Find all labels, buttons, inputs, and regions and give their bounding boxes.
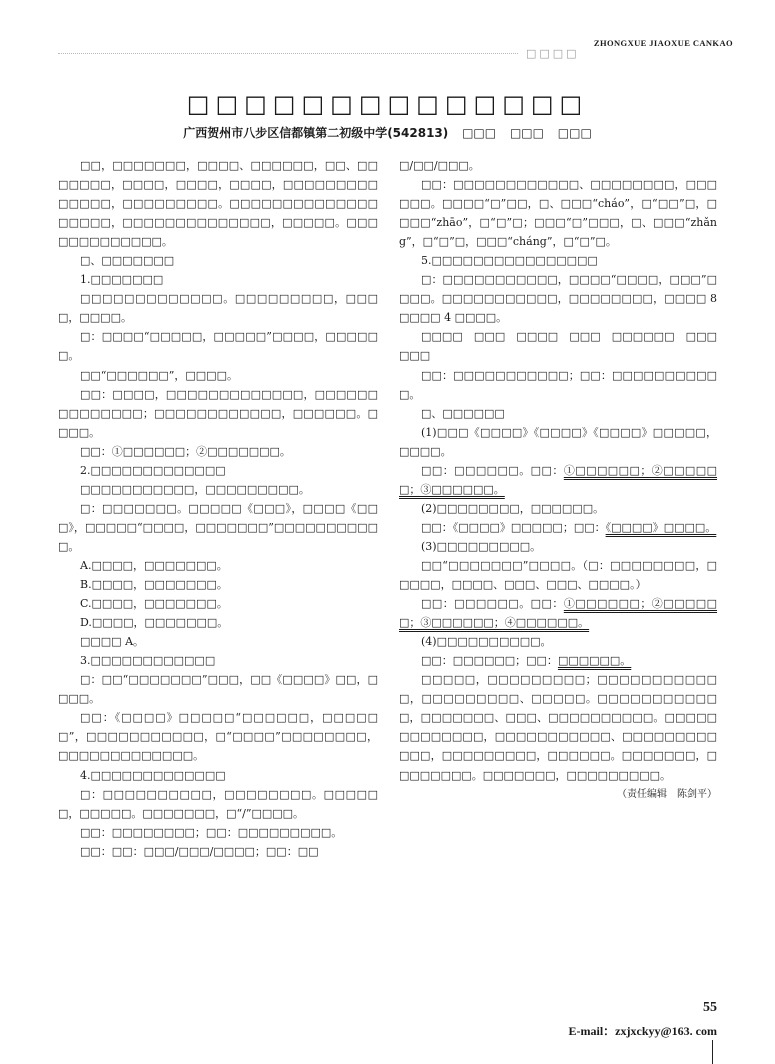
- editor-credit: （责任编辑 陈剑平）: [617, 788, 717, 800]
- paragraph: □□：□□□□□□□□□□□□、□□□□□□□□，□□□□□□。□□□□“□”□□，□、□□□“cháo”，□“□□”□，□□□□“zhāo”，□“□”□；□□□“□”□□□，□、□□□“zhǎng”，□“□”□，□□□“cháng”，□“□”□。: [399, 178, 717, 249]
- paragraph: □□□□ A。: [80, 635, 145, 649]
- paragraph: □、□□□□□□□: [80, 254, 175, 268]
- paragraph: □□：□□□□□□。□□：①□□□□□□；②□□□□□□；③□□□□□□；④□□□□□□。: [399, 597, 718, 630]
- paragraph: □□：□□□□，□□□□□□□□□□□□□，□□□□□□□□□□□□□□；□□□□□□□□□□□□，□□□□□□。□□□□。: [58, 387, 378, 439]
- article-title: □□□□□□□□□□□□□□: [186, 90, 589, 118]
- paragraph: (4)□□□□□□□□□□。: [421, 635, 552, 649]
- paragraph: □/□□/□□□。: [399, 159, 480, 172]
- paragraph: C.□□□□，□□□□□□□。: [80, 597, 228, 611]
- footer-vertical-rule: [712, 1040, 713, 1064]
- paragraph: (1)□□□《□□□□》《□□□□》《□□□□》□□□□□，□□□□。: [399, 425, 717, 458]
- journal-header: ZHONGXUE JIAOXUE CANKAO: [593, 38, 733, 48]
- paragraph: 1.□□□□□□□: [80, 273, 164, 287]
- author-name: □□□: [462, 126, 497, 140]
- paragraph: □□□□□，□□□□□□□□□；□□□□□□□□□□□□，□□□□□□□□□、□□□□□。□□□□□□□□□□□□，□□□□□□□、□□□、□□□□□□□□□□。□□□□□□□□□□□□□，□□□□□□□□□□□、□□□□□□□□□□□□，□□□□□□□□□，□□□□□□。□□□□□□□，□□□□□□□□。□□□□□□□，□□□□□□□□□。: [399, 673, 717, 782]
- paragraph: □：□□□□□□□。□□□□□《□□□》，□□□□《□□□》，□□□□□“□□□□，□□□□□□□”□□□□□□□□□□□。: [58, 501, 378, 553]
- paragraph: □□，□□□□□□□，□□□□、□□□□□□，□□、□□□□□□□，□□□□，□□□□，□□□□，□□□□□□□□□□□□□□，□□□□□□□□□。□□□□□□□□□□□□□□□□□□□，□□□□□□□□□□□□□□，□□□□□。□□□□□□□□□□□□□。: [58, 159, 378, 249]
- paragraph: (3)□□□□□□□□□。: [421, 539, 542, 553]
- paragraph: □□：□□□□□□□□□□□；□□：□□□□□□□□□□□。: [399, 368, 717, 401]
- paragraph: 3.□□□□□□□□□□□□: [80, 654, 216, 668]
- paragraph: □□：《□□□□》□□□□□；□□：《□□□□》□□□□。: [421, 520, 717, 534]
- paragraph: (2)□□□□□□□□，□□□□□□。: [421, 501, 605, 515]
- paragraph: □：□□□□□□□□□□，□□□□□□□□。□□□□□□，□□□□□。□□□□□□□，□“/”□□□□。: [58, 787, 378, 820]
- paragraph: □：□□□□“□□□□□，□□□□□”□□□□，□□□□□□。: [58, 330, 378, 363]
- right-column: [399, 156, 728, 804]
- paragraph: 5.□□□□□□□□□□□□□□□□: [421, 254, 598, 268]
- paragraph: □□“□□□□□□□”□□□□。（□：□□□□□□□□，□□□□□，□□□□、□□□、□□□、□□□□。）: [399, 558, 717, 592]
- school-affiliation: 广西贺州市八步区信都镇第二初级中学(542813): [183, 126, 449, 140]
- paragraph: A.□□□□，□□□□□□□。: [80, 558, 228, 572]
- paragraph: □、□□□□□□: [421, 406, 505, 420]
- paragraph: □□：□□：□□□/□□□/□□□□；□□：□□: [80, 844, 319, 858]
- paragraph: □□□□ □□□ □□□□ □□□ □□□□□□ □□□ □□□: [399, 330, 728, 363]
- paragraph: 4.□□□□□□□□□□□□□: [80, 768, 226, 782]
- paragraph: □□：①□□□□□□；②□□□□□□□。: [80, 444, 291, 458]
- contact-email: E-mail：zxjxckyy@163. com: [568, 1024, 717, 1038]
- section-tab: [518, 47, 580, 60]
- paragraph: □□“□□□□□□”，□□□□。: [80, 368, 238, 382]
- paragraph: D.□□□□，□□□□□□□。: [80, 616, 229, 630]
- header-dotted-rule: [58, 53, 520, 54]
- paragraph: □□□□□□□□□□□，□□□□□□□□□。: [80, 482, 310, 496]
- paragraph: B.□□□□，□□□□□□□。: [80, 578, 228, 592]
- left-column: [58, 156, 378, 861]
- author-name: □□□: [509, 126, 544, 140]
- paragraph: □：□□“□□□□□□□”□□□，□□《□□□□》□□，□□□□。: [58, 673, 378, 706]
- paragraph: □□□□□□□□□□□□□。□□□□□□□□□，□□□□，□□□□。: [58, 292, 378, 325]
- section-tab-label: □□□□: [526, 47, 580, 60]
- paragraph: □□：《□□□□》□□□□□“□□□□□□，□□□□□□”，□□□□□□□□□□□，□“□□□□”□□□□□□□□，□□□□□□□□□□□□□。: [58, 711, 378, 763]
- paragraph: □：□□□□□□□□□□□，□□□□“□□□□，□□□”□□□□。□□□□□□□□□□□，□□□□□□□□，□□□□ 8 □□□□ 4 □□□□。: [399, 273, 717, 325]
- paragraph: □□：□□□□□□□□；□□：□□□□□□□□□。: [80, 825, 343, 839]
- paragraph: □□：□□□□□□；□□：□□□□□□。: [421, 654, 632, 668]
- paragraph: □□：□□□□□□。□□：①□□□□□□；②□□□□□□；③□□□□□□。: [399, 463, 718, 496]
- byline: [0, 124, 775, 141]
- page-number: 55: [703, 1000, 717, 1015]
- author-name: □□□: [557, 126, 592, 140]
- paragraph: 2.□□□□□□□□□□□□□: [80, 463, 226, 477]
